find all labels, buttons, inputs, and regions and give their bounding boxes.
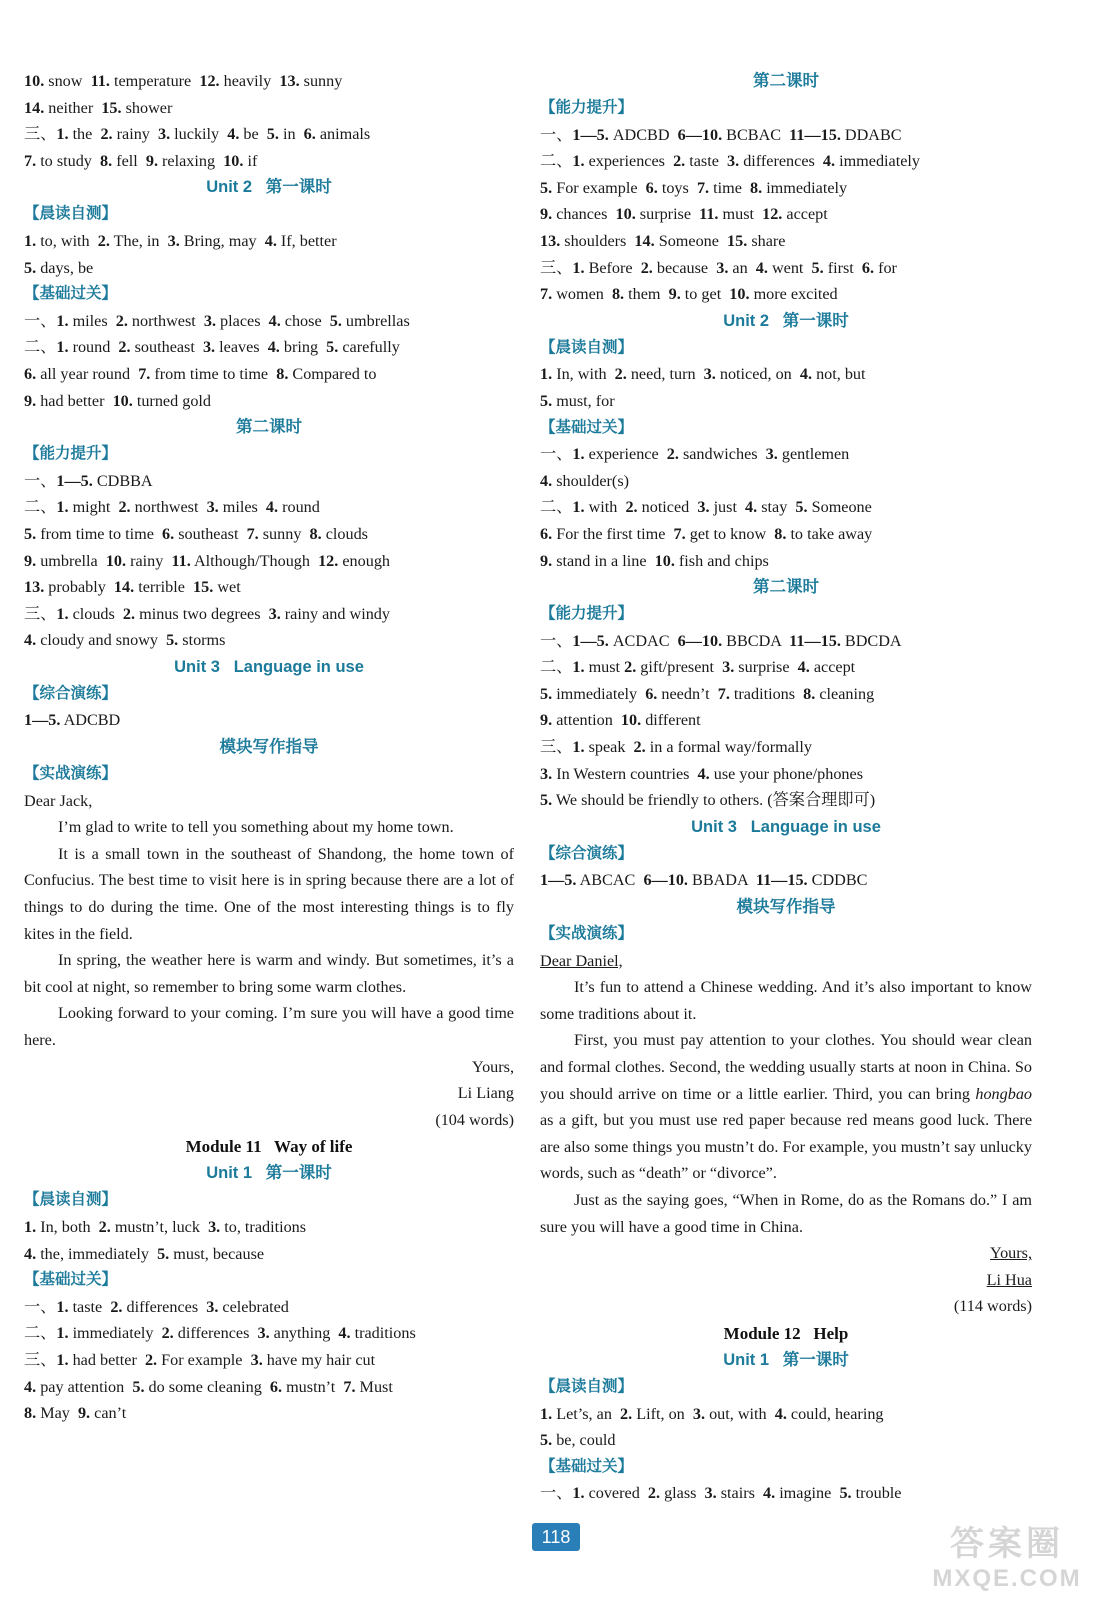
answer-line: 二、1. round 2. southeast 3. leaves 4. bring 5. carefully bbox=[24, 338, 400, 357]
answer-line: 10. snow 11. temperature 12. heavily 13. sunny bbox=[24, 72, 343, 90]
answer-line: 5. from time to time 6. southeast 7. sunny 8. clouds bbox=[24, 524, 368, 543]
section-tag: 【晨读自测】 bbox=[540, 338, 634, 356]
section-heading: 模块写作指导 bbox=[219, 738, 319, 757]
letter-greeting: Dear Daniel, bbox=[540, 951, 623, 970]
section-tag: 【能力提升】 bbox=[540, 605, 634, 623]
watermark-bottom: MXQE.COM bbox=[932, 1565, 1082, 1592]
section-tag: 【能力提升】 bbox=[540, 99, 634, 116]
watermark-logo bbox=[922, 1516, 1092, 1592]
section-tag: 【晨读自测】 bbox=[24, 205, 118, 223]
letter-paragraph: Just as the saying goes, “When in Rome, do as the Romans do.” I am sure you will have a good time in China. bbox=[540, 1190, 1032, 1236]
section-heading: 第二课时 bbox=[236, 418, 302, 437]
section-heading: Unit 2 第一课时 bbox=[723, 311, 849, 330]
answer-line: 9. chances 10. surprise 11. must 12. accept bbox=[540, 205, 828, 224]
answer-line: 5. be, could bbox=[540, 1431, 616, 1450]
letter-greeting: Dear Jack, bbox=[24, 791, 93, 810]
answer-line: 一、1. miles 2. northwest 3. places 4. chose 5. umbrellas bbox=[24, 311, 410, 330]
answer-line: 9. umbrella 10. rainy 11. Although/Though 12. enough bbox=[24, 551, 391, 570]
answer-line: 1. In, both 2. mustn’t, luck 3. to, traditions bbox=[24, 1217, 307, 1236]
section-tag: 【基础过关】 bbox=[540, 418, 634, 436]
answer-line: 三、1. Before 2. because 3. an 4. went 5. first 6. for bbox=[540, 258, 897, 277]
answer-line: 5. immediately 6. needn’t 7. traditions 8. cleaning bbox=[540, 684, 875, 703]
answer-line: 1—5. ABCAC 6—10. BBADA 11—15. CDDBC bbox=[540, 871, 868, 890]
answer-line: 二、1. immediately 2. differences 3. anything 4. traditions bbox=[24, 1324, 416, 1343]
answer-line: 7. women 8. them 9. to get 10. more excited bbox=[540, 285, 838, 304]
section-tag: 【基础过关】 bbox=[24, 285, 118, 303]
answer-line: 5. We should be friendly to others. (答案合理即可) bbox=[540, 791, 876, 810]
answer-line: 9. stand in a line 10. fish and chips bbox=[540, 551, 769, 570]
answer-line: 1. In, with 2. need, turn 3. noticed, on 4. not, but bbox=[540, 365, 866, 384]
letter-paragraph: Looking forward to your coming. I’m sure you will have a good time here. bbox=[24, 1004, 514, 1049]
letter-paragraph: In spring, the weather here is warm and windy. But sometimes, it’s a bit cool at night, so remember to bring some warm clothes. bbox=[24, 951, 514, 996]
answer-line: 8. May 9. can’t bbox=[24, 1404, 127, 1423]
section-heading: 第二课时 bbox=[753, 578, 819, 597]
answer-line: 3. In Western countries 4. use your phone/phones bbox=[540, 764, 863, 783]
answer-line: 4. pay attention 5. do some cleaning 6. mustn’t 7. Must bbox=[24, 1377, 393, 1396]
section-heading: Unit 2 第一课时 bbox=[206, 178, 332, 197]
section-tag: 【实战演练】 bbox=[24, 765, 118, 783]
right-column bbox=[540, 68, 1032, 1507]
module-heading: Module 12 Help bbox=[723, 1323, 849, 1343]
answer-line: 14. neither 15. shower bbox=[24, 98, 173, 117]
section-heading: 模块写作指导 bbox=[736, 898, 836, 917]
answer-line: 1. to, with 2. The, in 3. Bring, may 4. If, better bbox=[24, 231, 337, 250]
section-tag: 【基础过关】 bbox=[24, 1271, 118, 1289]
answer-line: 6. For the first time 7. get to know 8. to take away bbox=[540, 524, 873, 543]
section-tag: 【能力提升】 bbox=[24, 445, 118, 463]
answer-line: 一、1—5. CDBBA bbox=[24, 471, 153, 490]
letter-paragraph: It is a small town in the southeast of Shandong, the home town of Confucius. The best time to visit here is in spring because there are a lot of things to do during the time. One of the most interesting things is to fly kites in the field. bbox=[24, 844, 514, 943]
answer-line: 5. For example 6. toys 7. time 8. immediately bbox=[540, 178, 848, 197]
letter-paragraph: First, you must pay attention to your clothes. You should wear clean and formal clothes. Second, the wedding usually starts at noon in China. So you should arrive on time or a little earlier. Third, you can bring hongbao as a gift, but you must use red paper because red means good luck. There are also some things you mustn’t do. For example, you mustn’t say unlucky words, such as “death” or “divorce”. bbox=[540, 1031, 1032, 1183]
section-tag: 【晨读自测】 bbox=[540, 1377, 634, 1395]
answer-line: 9. attention 10. different bbox=[540, 711, 701, 730]
answer-line: 4. cloudy and snowy 5. storms bbox=[24, 631, 226, 650]
answer-line: 5. must, for bbox=[540, 391, 615, 410]
section-heading: Unit 1 第一课时 bbox=[206, 1164, 332, 1183]
answer-line: 一、1. taste 2. differences 3. celebrated bbox=[24, 1297, 289, 1316]
answer-line: 13. probably 14. terrible 15. wet bbox=[24, 578, 241, 597]
answer-line: 三、1. speak 2. in a formal way/formally bbox=[540, 738, 812, 757]
section-tag: 【基础过关】 bbox=[540, 1457, 634, 1475]
left-column bbox=[24, 68, 514, 1427]
letter-signoff: (114 words) bbox=[953, 1297, 1032, 1316]
answer-line: 4. shoulder(s) bbox=[540, 471, 630, 490]
answer-line: 一、1. experience 2. sandwiches 3. gentlemen bbox=[540, 445, 850, 464]
section-heading: Unit 3 Language in use bbox=[174, 657, 364, 676]
section-tag: 【综合演练】 bbox=[24, 684, 118, 702]
answer-line: 4. the, immediately 5. must, because bbox=[24, 1244, 265, 1263]
answer-line: 三、1. the 2. rainy 3. luckily 4. be 5. in 6. animals bbox=[24, 125, 371, 144]
answer-line: 1. Let’s, an 2. Lift, on 3. out, with 4. could, hearing bbox=[540, 1404, 884, 1423]
page-number: 118 bbox=[532, 1523, 580, 1551]
answer-line: 一、1—5. ADCBD 6—10. BCBAC 11—15. DDABC bbox=[540, 125, 902, 144]
answer-line: 一、1. covered 2. glass 3. stairs 4. imagine 5. trouble bbox=[540, 1484, 902, 1503]
answer-line: 1—5. ADCBD bbox=[24, 711, 121, 730]
watermark-top: 答案圈 bbox=[950, 1525, 1064, 1563]
section-tag: 【实战演练】 bbox=[540, 925, 634, 943]
answer-line: 13. shoulders 14. Someone 15. share bbox=[540, 231, 786, 250]
letter-signoff: Yours, bbox=[472, 1057, 514, 1076]
section-heading: Unit 1 第一课时 bbox=[723, 1350, 849, 1369]
answer-line: 7. to study 8. fell 9. relaxing 10. if bbox=[24, 151, 258, 170]
section-heading: Unit 3 Language in use bbox=[691, 817, 881, 836]
letter-paragraph: I’m glad to write to tell you something about my home town. bbox=[58, 818, 454, 837]
answer-line: 三、1. had better 2. For example 3. have my hair cut bbox=[24, 1350, 376, 1369]
letter-signoff: Li Hua bbox=[986, 1270, 1032, 1289]
answer-line: 二、1. must 2. gift/present 3. surprise 4. accept bbox=[540, 658, 856, 677]
answer-line: 二、1. experiences 2. taste 3. differences 4. immediately bbox=[540, 152, 921, 171]
section-tag: 【晨读自测】 bbox=[24, 1191, 118, 1209]
answer-line: 一、1—5. ACDAC 6—10. BBCDA 11—15. BDCDA bbox=[540, 631, 902, 650]
answer-line: 6. all year round 7. from time to time 8. Compared to bbox=[24, 364, 377, 383]
answer-line: 二、1. might 2. northwest 3. miles 4. round bbox=[24, 498, 320, 517]
module-heading: Module 11 Way of life bbox=[185, 1137, 353, 1157]
answer-line: 9. had better 10. turned gold bbox=[24, 391, 212, 410]
answer-line: 二、1. with 2. noticed 3. just 4. stay 5. Someone bbox=[540, 498, 872, 517]
answer-line: 三、1. clouds 2. minus two degrees 3. rainy and windy bbox=[24, 604, 390, 623]
section-heading: 第二课时 bbox=[753, 72, 819, 90]
section-tag: 【综合演练】 bbox=[540, 844, 634, 862]
letter-paragraph: It’s fun to attend a Chinese wedding. And it’s also important to know some traditions about it. bbox=[540, 978, 1032, 1023]
letter-signoff: (104 words) bbox=[435, 1110, 514, 1129]
answer-line: 5. days, be bbox=[24, 258, 94, 277]
letter-signoff: Yours, bbox=[990, 1244, 1032, 1263]
letter-signoff: Li Liang bbox=[457, 1084, 514, 1103]
